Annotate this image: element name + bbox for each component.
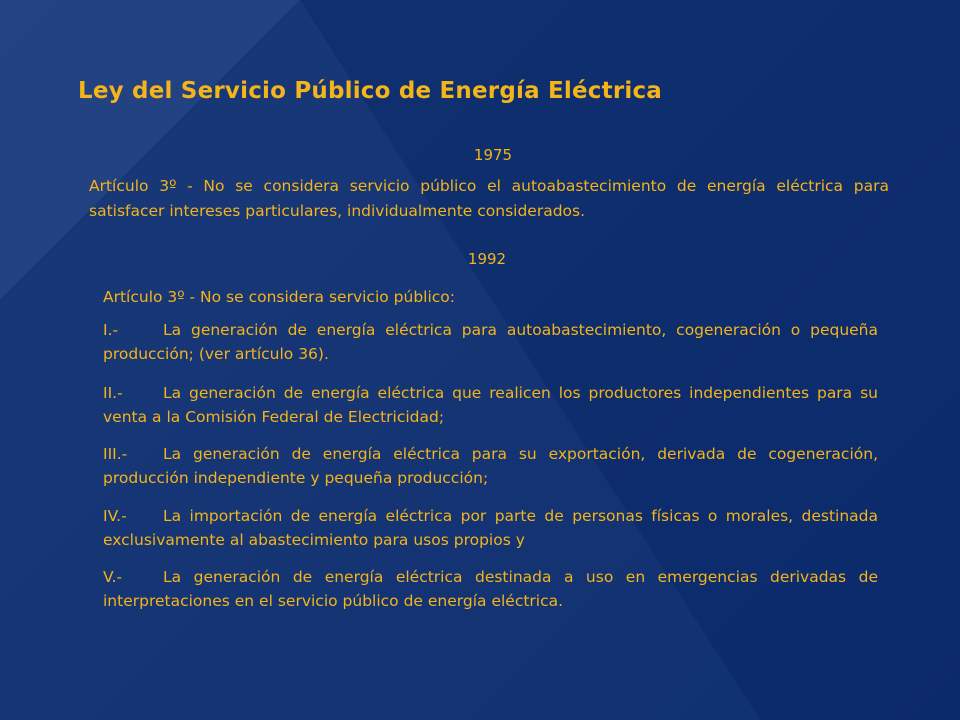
item-number: IV.- — [103, 507, 127, 525]
item-number: I.- — [103, 321, 119, 339]
item-text: La generación de energía eléctrica destinada a uso en emergencias derivadas de interpretaciones en el servicio público de energía eléctrica. — [103, 568, 878, 610]
item-number: III.- — [103, 445, 128, 463]
slide-title: Ley del Servicio Público de Energía Eléctrica — [78, 78, 662, 104]
list-item — [103, 318, 878, 366]
item-text: La importación de energía eléctrica por parte de personas físicas o morales, destinada exclusivamente al abastecimiento para usos propios y — [103, 507, 878, 549]
item-number: V.- — [103, 568, 123, 586]
item-text: La generación de energía eléctrica para autoabastecimiento, cogeneración o pequeña producción; (ver artículo 36). — [103, 321, 878, 363]
year-1992: 1992 — [467, 250, 507, 268]
item-text: La generación de energía eléctrica que realicen los productores independientes para su venta a la Comisión Federal de Electricidad; — [103, 384, 878, 426]
list-item — [103, 442, 878, 490]
year-1975: 1975 — [473, 146, 513, 164]
item-number: II.- — [103, 384, 123, 402]
item-text: La generación de energía eléctrica para su exportación, derivada de cogeneración, producción independiente y pequeña producción; — [103, 445, 878, 487]
list-item — [103, 504, 878, 552]
list-item — [103, 565, 878, 613]
article-1992-intro: Artículo 3º - No se considera servicio público: — [103, 288, 456, 306]
list-item — [103, 381, 878, 429]
article-1975: Artículo 3º - No se considera servicio público el autoabastecimiento de energía eléctrica para satisfacer intereses particulares, individualmente considerados. — [89, 177, 889, 220]
